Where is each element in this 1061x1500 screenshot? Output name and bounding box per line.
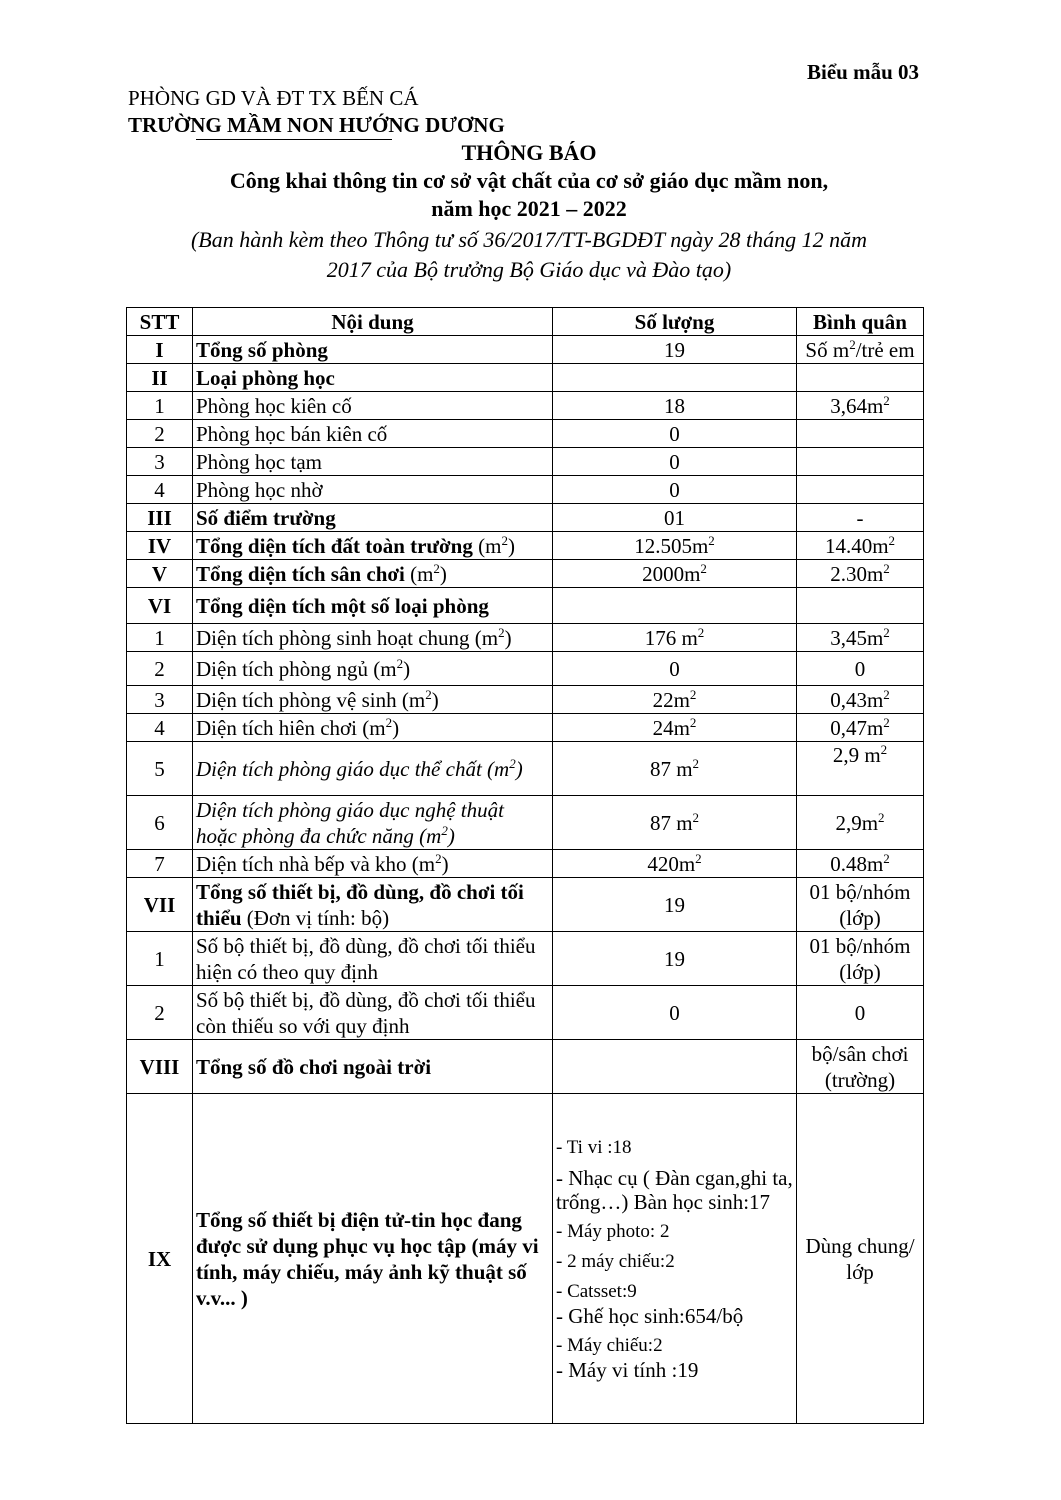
content-bold: Tổng số thiết bị, đồ dùng, đồ chơi tối thiểu	[196, 879, 524, 930]
row-stt: VIII	[127, 1040, 193, 1094]
row-avg: bộ/sân chơi (trường)	[797, 1040, 924, 1094]
superscript-2: 2	[385, 714, 393, 730]
row-stt: V	[127, 560, 193, 588]
table-row	[127, 796, 924, 850]
facility-table	[126, 307, 924, 1424]
table-row	[127, 742, 924, 796]
table-row	[127, 364, 924, 392]
row-qty: 0	[553, 476, 797, 504]
row-stt: 5	[127, 742, 193, 796]
qty-value: 420m	[647, 851, 696, 876]
row-avg: 0	[797, 986, 924, 1040]
avg-value: 2,9 m	[832, 743, 881, 767]
superscript-2: 2	[435, 850, 442, 866]
row-content: Diện tích nhà bếp và kho $(m^2)$	[193, 850, 553, 878]
superscript-2: 2	[692, 809, 700, 825]
superscript-2: 2	[878, 809, 885, 825]
superscript-2: 2	[708, 532, 715, 548]
row-content: Diện tích hiên chơi $(m^2)$	[193, 714, 553, 742]
row-content: Diện tích phòng vệ $\sinh (m^2)$	[193, 686, 553, 714]
row-content: Số bộ thiết bị, đồ dùng, đồ chơi tối thiểu còn thiếu so với quy định	[193, 986, 553, 1040]
row-stt: VII	[127, 878, 193, 932]
issued-line-1: (Ban hành kèm theo Thông tư số 36/2017/TT-BGDĐT ngày 28 tháng 12 năm	[190, 227, 868, 252]
row-qty	[553, 742, 797, 796]
superscript-2: 2	[692, 755, 700, 771]
content-text: Diện tích phòng ngủ (m	[196, 656, 397, 681]
header-qty: Số lượng	[553, 308, 797, 336]
table-row	[127, 448, 924, 476]
row-qty	[553, 1094, 797, 1424]
superscript-2: 2	[888, 532, 896, 548]
row-avg: Dùng chung/ lớp	[797, 1094, 924, 1424]
superscript-2: 2	[880, 742, 888, 757]
row-qty: 19	[553, 878, 797, 932]
avg-value: 3,45m	[830, 625, 884, 650]
list-item: - 2 máy chiếu:2	[556, 1250, 675, 1272]
row-qty: 19	[553, 336, 797, 364]
table-row	[127, 588, 924, 624]
list-item: - Ti vi :18	[556, 1136, 632, 1158]
row-qty	[553, 686, 797, 714]
row-avg	[797, 392, 924, 420]
row-stt: 1	[127, 932, 193, 986]
content-bold: Tổng diện tích đất toàn trường	[196, 533, 473, 558]
row-content: Tổng diện tích sân chơi $(m^2)$	[193, 560, 553, 588]
row-qty	[553, 796, 797, 850]
row-stt: 7	[127, 850, 193, 878]
list-item: - Máy photo: 2	[556, 1220, 670, 1242]
table-row	[127, 336, 924, 364]
row-avg: 0	[797, 652, 924, 686]
superscript-2: 2	[700, 560, 707, 576]
list-item: - Máy chiếu:2	[556, 1334, 663, 1356]
avg-prefix: Số m	[805, 337, 850, 362]
equipment-list	[556, 1136, 793, 1382]
row-qty: 0	[553, 986, 797, 1040]
avg-value: 14.40m	[824, 533, 889, 558]
row-avg	[797, 364, 924, 392]
row-stt: IX	[127, 1094, 193, 1424]
row-avg	[797, 336, 924, 364]
row-content: Tổng số đồ chơi ngoài trời	[193, 1040, 553, 1094]
form-code: Biểu mẫu 03	[806, 60, 919, 84]
qty-value: 87 m	[649, 756, 693, 781]
issued-note	[120, 225, 938, 285]
row-stt: 3	[127, 448, 193, 476]
avg-value: 0,43m	[830, 687, 884, 712]
row-content: Diện tích phòng ngủ $(m^2)$	[193, 652, 553, 686]
table-row	[127, 932, 924, 986]
header-stt: STT	[127, 308, 193, 336]
list-item: - Nhạc cụ ( Đàn cgan,ghi ta, trống…) Bàn học sinh:17	[556, 1165, 793, 1214]
superscript-2: 2	[849, 336, 856, 352]
content-text: Diện tích nhà bếp và kho (m	[196, 851, 436, 876]
qty-value: 22m	[652, 687, 690, 712]
content-text: Diện tích hiên chơi (m	[196, 715, 386, 740]
superscript-2: 2	[689, 686, 697, 702]
notice-title: THÔNG BÁO	[461, 140, 597, 165]
qty-value: 12.505m	[634, 533, 709, 558]
row-avg	[797, 686, 924, 714]
row-qty	[553, 624, 797, 652]
row-stt: 1	[127, 392, 193, 420]
avg-value: 3,64m	[830, 393, 884, 418]
superscript-2: 2	[498, 624, 505, 640]
row-qty	[553, 364, 797, 392]
table-row	[127, 1094, 924, 1424]
row-avg	[797, 742, 924, 796]
qty-value: 2000m	[642, 561, 701, 586]
row-stt: VI	[127, 588, 193, 624]
row-qty: 0	[553, 652, 797, 686]
row-stt: 4	[127, 714, 193, 742]
list-item: - Catsset:9	[556, 1280, 637, 1302]
qty-value: 176 m	[644, 625, 698, 650]
table-row	[127, 986, 924, 1040]
avg-value: 0.48m	[830, 851, 884, 876]
row-qty: 01	[553, 504, 797, 532]
row-avg: 01 bộ/nhóm (lớp)	[797, 932, 924, 986]
school-year: năm học 2021 – 2022	[431, 196, 627, 221]
row-qty	[553, 714, 797, 742]
row-content: Phòng học kiên cố	[193, 392, 553, 420]
row-content	[193, 878, 553, 932]
header-avg: Bình quân	[797, 308, 924, 336]
row-content: Tổng diện tích một số loại phòng	[193, 588, 553, 624]
content-unit: (m	[404, 561, 434, 586]
row-stt: 4	[127, 476, 193, 504]
table-row	[127, 878, 924, 932]
table-row	[127, 714, 924, 742]
row-qty	[553, 1040, 797, 1094]
row-qty: 0	[553, 420, 797, 448]
table-row	[127, 850, 924, 878]
table-header-row	[127, 308, 924, 336]
superscript-2: 2	[689, 714, 697, 730]
row-avg	[797, 448, 924, 476]
table-row	[127, 476, 924, 504]
row-content: Phòng học bán kiên cố	[193, 420, 553, 448]
row-avg	[797, 420, 924, 448]
row-content: Diện tích phòng giáo dục thể chất $(m^2)$	[193, 742, 553, 796]
row-content: Số điểm trường	[193, 504, 553, 532]
row-avg: 01 bộ/nhóm (lớp)	[797, 878, 924, 932]
school-name: TRƯỜNG MẦM NON HƯỚNG DƯƠNG	[128, 113, 505, 137]
content-unit: (m	[472, 533, 502, 558]
row-stt: I	[127, 336, 193, 364]
header-content: Nội dung	[193, 308, 553, 336]
row-stt: 2	[127, 986, 193, 1040]
row-stt: 6	[127, 796, 193, 850]
superscript-2: 2	[501, 532, 508, 548]
department-name: PHÒNG GD VÀ ĐT TX BẾN CÁ	[128, 86, 419, 110]
row-avg	[797, 588, 924, 624]
row-avg	[797, 624, 924, 652]
content-text: Diện tích phòng sinh hoạt chung (m	[196, 625, 499, 650]
superscript-2: 2	[509, 755, 516, 771]
qty-value: 87 m	[649, 810, 693, 835]
list-item: - Máy vi tính :19	[556, 1357, 699, 1382]
row-stt: III	[127, 504, 193, 532]
table-row	[127, 420, 924, 448]
row-content: Diện tích phòng giáo dục nghệ thuật hoặc phòng đa chức năng $(m^2)$	[193, 796, 553, 850]
row-stt: 3	[127, 686, 193, 714]
row-stt: 2	[127, 420, 193, 448]
superscript-2: 2	[425, 686, 432, 702]
row-qty: 18	[553, 392, 797, 420]
superscript-2: 2	[883, 392, 890, 408]
row-avg	[797, 796, 924, 850]
superscript-2: 2	[883, 850, 890, 866]
content-text: Diện tích phòng giáo dục nghệ thuật hoặc phòng đa chức năng (m	[196, 797, 504, 848]
table-row	[127, 1040, 924, 1094]
table-row	[127, 686, 924, 714]
row-stt: IV	[127, 532, 193, 560]
content-unit: (Đơn vị tính: bộ)	[241, 905, 390, 930]
qty-value: 24m	[652, 715, 690, 740]
superscript-2: 2	[883, 624, 890, 640]
row-qty	[553, 588, 797, 624]
row-qty	[553, 532, 797, 560]
content-text: Diện tích phòng giáo dục thể chất (m	[196, 756, 510, 781]
table-row	[127, 652, 924, 686]
row-content: Tổng số phòng	[193, 336, 553, 364]
row-avg	[797, 532, 924, 560]
superscript-2: 2	[883, 686, 890, 702]
row-content: Diện tích phòng sinh hoạt chung $(m^2)$	[193, 624, 553, 652]
row-qty: 19	[553, 932, 797, 986]
row-content: Phòng học tạm	[193, 448, 553, 476]
superscript-2: 2	[883, 560, 890, 576]
superscript-2: 2	[396, 655, 404, 671]
row-qty	[553, 850, 797, 878]
superscript-2: 2	[695, 850, 702, 866]
row-content: Tổng diện tích đất toàn trường $(m^2)$	[193, 532, 553, 560]
content-text: Diện tích phòng vệ sinh (m	[196, 687, 426, 712]
row-avg: -	[797, 504, 924, 532]
row-qty: 0	[553, 448, 797, 476]
row-qty	[553, 560, 797, 588]
row-content: Số bộ thiết bị, đồ dùng, đồ chơi tối thiểu hiện có theo quy định	[193, 932, 553, 986]
table-row	[127, 560, 924, 588]
row-stt: 1	[127, 624, 193, 652]
content-bold: Tổng diện tích sân chơi	[196, 561, 405, 586]
row-avg	[797, 560, 924, 588]
table-row	[127, 392, 924, 420]
issued-line-2: 2017 của Bộ trưởng Bộ Giáo dục và Đào tạo)	[326, 257, 732, 282]
table-row	[127, 532, 924, 560]
superscript-2: 2	[883, 714, 890, 730]
superscript-2: 2	[433, 560, 440, 576]
avg-value: 2.30m	[830, 561, 884, 586]
notice-subject: Công khai thông tin cơ sở vật chất của cơ sở giáo dục mầm non,	[229, 168, 829, 193]
row-stt: 2	[127, 652, 193, 686]
avg-value: 0,47m	[830, 715, 884, 740]
avg-suffix: /trẻ em	[855, 337, 915, 362]
table-row	[127, 504, 924, 532]
row-content: Phòng học nhờ	[193, 476, 553, 504]
list-item: - Ghế học sinh:654/bộ	[556, 1303, 744, 1328]
avg-value: 2,9m	[835, 810, 879, 835]
row-content: Tổng số thiết bị điện tử-tin học đang được sử dụng phục vụ học tập (máy vi tính, máy chiếu, máy ảnh kỹ thuật số v.v... )	[193, 1094, 553, 1424]
superscript-2: 2	[697, 624, 705, 640]
row-avg	[797, 476, 924, 504]
row-content: Loại phòng học	[193, 364, 553, 392]
row-avg	[797, 714, 924, 742]
table-row	[127, 624, 924, 652]
superscript-2: 2	[441, 822, 448, 838]
row-stt: II	[127, 364, 193, 392]
row-avg	[797, 850, 924, 878]
